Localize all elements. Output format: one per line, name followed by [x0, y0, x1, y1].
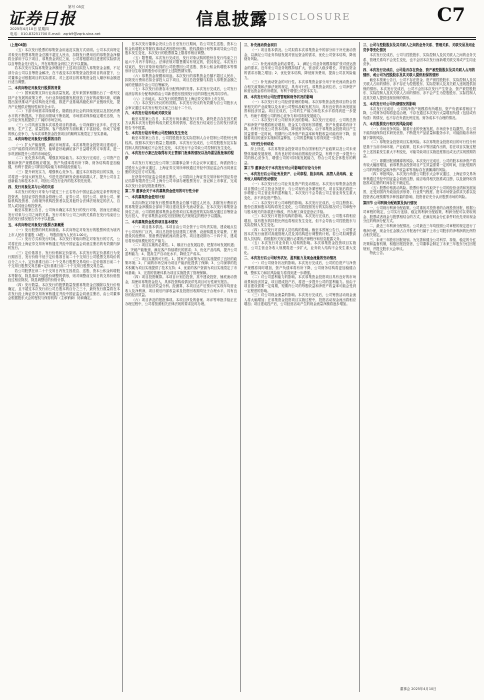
section-title-english: DISCLOSURE — [268, 12, 351, 23]
body-paragraph: 若公司股票在该二十个交易日内发生因派息、送股、资本公积金转增股本等除权、除息事项引起股价调整的情形，则对调整前交易日的交易价格按经过相应除权、除息调整后的价格计算。 — [8, 269, 120, 283]
body-paragraph: 在获得中国证监会同意注册后，公司将向上海证券交易所和中国证券登记结算有限责任公司上海分公司申请办理股票发行、登记和上市事宜，完成本次发行全部呈报批准程序。 — [125, 174, 237, 188]
body-paragraph: （二）优化资本结构，增强抗风险能力。本次发行完成后，公司资产总额和净资产规模将相应增加，资产负债率将有所下降，财务结构将更加稳健，有利于提高公司的抗风险能力和持续经营能力。 — [8, 156, 120, 170]
body-paragraph: 特此公告。 — [369, 251, 387, 256]
section-heading: （上接C6版） — [8, 43, 30, 47]
body-paragraph: 在本次发行董事会决议公告日至发行日期间，若公司发生送股、资本公积金转增股本等除权事项或者因股份回购、股权激励计划等事项导致公司总股本发生变化，本次发行的股票数量上限将作相应调整。 — [125, 42, 237, 56]
section-heading: 四、本次发行对公司经营管理和财务状况的影响 — [244, 94, 314, 99]
body-paragraph: （二）对公司盈利能力的影响。本次募集资金投资项目具有良好的市场前景和经济效益，项目建成投产后，将进一步提升公司的盈利能力。但由于项目建设需要一定周期，短期内公司的每股收益和净资产收益率可能会受到一定程度的影响。 — [244, 275, 356, 293]
body-paragraph: （二）募集资金投资项目实施风险。本次募集资金投资项目的可行性分析是基于当前市场环境、产业政策、技术水平等因素作出的，若在项目实施过程中上述因素发生重大不利变化，可能导致项目实施进度推迟或无法实现预期效益。 — [363, 140, 476, 159]
body-paragraph: 截至本预案公告日，公司不存在资金、资产被控股股东、实际控制人及其关联人占用的情形，亦不存在为控股股东、实际控制人及其关联人违规提供担保的情形。本次发行完成后，公司不会因本次发行产生资金、资产被控股股东、实际控制人及其关联人占用的情形，亦不会产生为控股股东、实际控制人及其关联人提供违规担保的情形。 — [363, 77, 476, 101]
body-paragraph: （四）项目投资概算。本项目计划总投资，其中建设投资，铺底流动资金，拟使用募集资金投入，具体投资构成情况详见项目可行性研究报告。 — [125, 275, 237, 284]
section-heading: 五、本次发行对公司负债情况的影响 — [363, 101, 416, 106]
signoff: 董事会 2025年4月10日 — [400, 687, 437, 691]
body-paragraph: （六）项目涉及的报批事项。本项目涉及的备案、环评等审批手续正在办理过程中，公司将按照相关法律法规的要求及时办理。 — [125, 297, 237, 307]
body-paragraph: （一）项目基本情况。公司拟将本次募集资金中的部分用于补充流动资金，以满足公司业务持续发展对营运资金的需求，优化公司资本结构，降低财务风险。 — [244, 48, 356, 62]
text-column-4 — [363, 42, 476, 692]
body-paragraph: （二）补充流动资金的必要性。1、满足公司业务规模持续扩张对营运资金的需求。近年来公司业务规模持续扩大，营业收入稳步增长，对营运资金的需求亦随之增加；2、优化资本结构，降低财务费用，提高公司抗风险能力。 — [244, 61, 356, 80]
section-heading: 三、补充流动资金项目 — [244, 43, 277, 47]
text-column-3 — [244, 42, 356, 692]
body-paragraph: （一）本次发行后公司业务及资产的变动情况。本次发行募集资金投资项目围绕公司主营业务展开，与公司现有业务紧密相关，项目实施后将进一步增强公司主营业务的盈利能力，本次发行不会导致公司主营业务发生重大变化，亦不涉及资产整合。 — [244, 182, 356, 200]
column-divider — [240, 42, 241, 692]
body-paragraph: （三）本次发行对股东结构的影响。本次发行完成后，公司股本将相应增加，原有股东的持股比例也将相应发生变化，但不会导致公司控股股东与实际控制人发生变化。 — [244, 214, 356, 228]
body-paragraph: （三）公司具备实施本次募投项目的基础。公司深耕行业多年，在技术研发、生产工艺、质量控制、客户资源等方面积累了丰富经验，形成了较强的核心竞争力，为本次募集资金投资项目的顺利实施奠定了坚实基础。 — [8, 122, 120, 136]
section-heading: 六、本次股票发行相关的风险说明 — [363, 121, 413, 126]
issue-number: 第号 05页 — [68, 5, 85, 9]
masthead-contact: 电话：010-83251700 E-mail：zqrb9@zqrb.sina.net — [10, 32, 101, 36]
page-number: C7 — [437, 4, 466, 26]
body-paragraph: 三、未来三年股东回报规划。为完善和健全公司科学、持续、稳定的分红决策和监督机制，积极回报投资者，公司董事会制定了未来三年股东分红回报规划，并提交股东大会审议。 — [363, 237, 476, 251]
body-paragraph: （五）股票价格波动风险。股票价格不仅取决于公司的经营业绩和发展前景，还受到国内外政治经济形势、行业景气程度、资本市场资金供求关系以及投资者心理预期等多种因素的影响，投资者应充分认识股票市场的风险。 — [363, 185, 476, 199]
body-paragraph: （一）项目基本情况。本项目由公司全资子公司负责实施，建设地点位于公司现有厂区内，项目总投资包括建筑工程费、设备购置及安装费、工程建设其他费用、预备费及铺底流动资金等。项目建设期为二十四个月，建成后将形成规模化的生产能力。 — [125, 225, 237, 243]
body-paragraph: （五）本次发行股票的募集资金用途及实施方式说明。公司本次向特定对象发行股票募集资金总额不超过人民币，扣除发行费用后的募集资金净额将全部用于以下项目，募集资金到位之前，公司将根据项目进度的实际情况以自筹资金先行投入，并在募集资金到位之后予以置换。 — [8, 48, 120, 66]
body-paragraph: 截至本预案公告日，本次发行尚未确定发行对象，最终是否存在因关联方认购本次发行股份构成关联交易的情形，将在发行结束后公告的发行情况报告书中披露。 — [125, 116, 237, 130]
section-heading: 五、本次向特定对象发行股票方案概要 — [8, 222, 65, 227]
section-heading: 一、本次发行后公司业务及资产、公司章程、股东结构、高管人员结构、业务收入结构的变动情况 — [244, 172, 353, 182]
body-paragraph: （五）项目经济效益分析。经测算，本项目达产后预计可实现年均营业收入及净利润，项目税后内部收益率及投资回收期均处于合理水平，具有良好的经济效益。 — [125, 284, 237, 298]
section-heading: 二、本次向特定对象发行股票的背景 — [8, 85, 61, 90]
body-paragraph: （七）本次发行前滚存未分配利润的安排。本次发行完成后，公司发行前滚存的未分配利润将由公司新老股东按照发行后的持股比例共同享有。 — [125, 87, 237, 97]
body-paragraph: （九）本次发行决议的有效期。本次发行决议的有效期为自公司股东大会审议通过本次发行相关议案之日起十二个月。 — [125, 101, 237, 110]
section-heading: 二、本次募集资金投资项目基本情况 — [125, 219, 178, 224]
newspaper-logo: 证券日报 — [8, 9, 77, 28]
body-paragraph: （三）补充流动资金的可行性。本次募集资金部分用于补充流动资金符合相关政策和法律法规的规定，具有可行性。募集资金到位后，公司净资产和营运资金将有所增加，有利于增强公司资本实力。 — [244, 80, 356, 94]
body-paragraph: （四）审批风险。本次发行尚需公司股东大会审议通过、上海证券交易所审核通过并经中国证监会同意注册，能否取得相关批准或注册，以及最终取得批准或注册的时间存在不确定性。 — [363, 172, 476, 186]
section-heading: 二、本次发行后公司财务状况、盈利能力及现金流量的变动情况 — [244, 256, 337, 261]
body-paragraph: （二）发行方式和发行时间。本次发行采取向特定对象发行的方式，公司将在经上海证券交易所审核通过并经中国证监会同意注册后的有效期内择机发行。 — [8, 237, 120, 251]
column-divider — [359, 42, 360, 692]
body-paragraph: 一、公司现行利润分配政策。公司重视对投资者的合理投资回报，根据公司章程的规定，公司实行连续、稳定的利润分配政策，利润分配可以采取现金、股票或者现金与股票相结合的方式，在满足现金分红条件时优先采用现金分红的利润分配方式。 — [363, 205, 476, 224]
body-paragraph: 截至本预案公告日，公司控股股东及实际控制人合计控制公司股份比例较高。按照本次发行数量上限测算，本次发行完成后，公司控股股东及实际控制人的控制地位不会发生变化，本次发行不会导致公司控制权发生变化。 — [125, 136, 237, 150]
body-paragraph: （二）本次发行对公司章程的影响。本次发行完成后，公司注册资本、股份总数和股本结构将发生变化，公司将按照发行的实际情况对公司章程中与股本相关的条款进行修改，并办理工商变更登记手续。 — [244, 200, 356, 214]
body-paragraph: 截至本预案公告日，公司尚未确定本次发行的发行对象，因而无法确定发行对象与公司之间的关系。发行对象与公司之间的关系将在发行结束后公告的发行情况报告书中予以披露。 — [8, 208, 120, 222]
body-paragraph: （二）下游市场需求持续增长。随着经济社会的持续发展以及居民消费水平的不断提高，下游应用领域不断拓展，市场需求保持稳定增长态势，为公司业务发展提供了广阔的市场空间。 — [8, 109, 120, 123]
body-paragraph: （二）项目实施的必要性。1、顺应行业发展趋势，把握市场发展机遇；2、突破产能瓶颈，满足客户持续增长的需求；3、优化产品结构，提升公司盈利能力；4、提高生产自动化水平，降低生产成本。 — [125, 243, 237, 257]
body-paragraph: （五）限售期。本次发行完成后，发行对象认购的股份自发行结束之日起六个月内不得转让。法律法规对限售期另有规定的，依其规定。本次发行结束后，发行对象所取得的公司股票因公司送股、资本公积金转增股本等情形所衍生取得的股份亦应遵守上述限售期安排。 — [125, 55, 237, 74]
body-paragraph: （三）对公司现金流量的影响。本次发行完成后，公司筹资活动现金流入将大幅增加；在募集资金投资项目实施过程中，投资活动现金流出将相应增加；项目建成投产后，公司经营活动产生的现金流量净额将逐步增加。 — [244, 293, 356, 307]
body-paragraph: （四）发行数量。本次发行的股票数量按照募集资金总额除以发行价格确定，且不超过本次发行前公司总股本的百分之三十，最终发行数量将在本次发行经上海证券交易所审核通过并经中国证监会同意注册后，由公司董事会根据股东大会的授权与保荐机构（主承销商）协商确定。 — [8, 282, 120, 301]
body-paragraph: （一）发行股票的种类和面值。本次向特定对象发行的股票种类为境内上市人民币普通股（A股），每股面值为人民币1.00元。 — [8, 228, 120, 237]
text-column-2 — [125, 42, 237, 692]
masthead-date: 2025年4月10日 星期四 — [10, 27, 49, 31]
column-divider — [122, 42, 123, 692]
section-heading: 八、本次发行方案已经取得有关主管部门批准的情况以及尚需呈报批准的程序 — [125, 151, 234, 160]
body-paragraph: （一）对公司财务状况的影响。本次发行完成后，公司的总资产与净资产规模将同时增加，资产负债率将有所下降，公司财务结构将更加稳健合理，整体实力和抗风险能力将得到进一步增强。 — [244, 261, 356, 275]
section-title: 信息披露 — [196, 10, 268, 30]
body-paragraph: （四）本次发行对高管人员结构的影响。截至本预案公告日，公司暂无因本次发行而需对高级管理人员及其结构进行调整的计划。若公司拟调整高管人员结构，将根据有关规定履行必要的法律程序和信息披露义务。 — [244, 227, 356, 241]
body-paragraph: 综上所述，本次募集资金投资项目符合国家相关产业政策以及公司未来整体战略发展规划，具有良好的市场前景和经济效益，有利于进一步提升公司的核心竞争力，增强公司的可持续发展能力，符合公司及全体股东的利益。 — [244, 147, 356, 165]
body-paragraph: 本次发行完成后，公司的净资产规模将有所增加，资产负债率将相应下降，公司财务结构将更趋合理，不存在通过本次发行大量增加负债（包括或有负债）的情况，也不存在负债比例过低、财务成本不合理的情况。 — [363, 106, 476, 120]
body-paragraph: （三）即期回报被摊薄的风险。本次发行完成后，公司的股本和净资产将有较大幅度增加，而募集资金投资项目产生效益需要一定的时间，因此短期内公司的每股收益和净资产收益率等指标存在被摊薄的风险。 — [363, 158, 476, 172]
body-paragraph: 本次发行方案已经公司第三届董事会第十次会议审议通过，尚需获得公司股东大会审议通过、上海证券交易所审核通过并经中国证监会作出同意注册的决定后方可实施。 — [125, 161, 237, 175]
body-paragraph: 若本次发行实际募集资金净额低于上述项目拟投入募集资金金额，不足部分由公司以自筹资金解决，在不改变本次募集资金投资项目的前提下，公司董事会可根据项目的实际需求，对上述项目的募集资金投入顺序和金额进行适当调整。 — [8, 66, 120, 85]
body-paragraph: （二）本次发行对公司财务状况的影响。本次发行完成后，公司的总资产和净资产规模将相应增加，资金实力得到有效增强，资产负债率将有所下降，有利于优化公司资本结构，降低财务风险。由于募集资金投资项目产生效益需要一定时间，短期内公司净资产收益率和每股收益可能有所下降，但随着项目的逐步实施和效益释放，公司的盈利能力将得到进一步提升。 — [244, 118, 356, 141]
body-paragraph: （一）扩大产能规模，满足市场需求。本次募集资金投资项目建成后，公司产能将得到有效提升，能够更好地满足客户日益增长的订单需求，进一步巩固和提升公司的市场地位。 — [8, 142, 120, 156]
body-paragraph: 二、最近三年利润分配情况。公司最近三年均按照公司章程的规定进行了利润分配，现金分红金额占合并报表中归属于上市公司股东的净利润的比例符合相关规定。 — [363, 224, 476, 238]
body-paragraph: （一）国家政策支持行业高质量发展。近年来国家相继出台了一系列支持产业发展的政策文件，为行业持续健康发展创造了良好的政策环境，明确提出加快推动产业结构优化升级，推进产业基础高级化和产业链现代化，提升产业链供应链韧性和安全水平。 — [8, 90, 120, 109]
text-column-1 — [8, 42, 120, 692]
body-paragraph: 本次发行的发行对象为不超过三十五名符合中国证监会规定条件的特定投资者，包括证券投资基金管理公司、证券公司、信托公司、财务公司、保险机构投资者、合格境外机构投资者以及其他符合法律法规规定的法人、自然人或其他合格投资者。 — [8, 189, 120, 208]
section-heading: 第二节 董事会关于本次募集资金使用的可行性分析 — [125, 189, 199, 194]
section-heading: 第四节 公司利润分配政策及执行情况 — [363, 200, 417, 205]
masthead — [0, 0, 484, 40]
body-paragraph: （三）定价基准日、发行价格和定价原则。本次发行的定价基准日为发行期首日，发行价格不低于定价基准日前二十个交易日公司股票交易均价的百分之八十。定价基准日前二十个交易日股票交易均价＝定价基准日前二十个交易日股票交易总额÷定价基准日前二十个交易日股票交易总量。 — [8, 250, 120, 269]
body-paragraph: 本次发行完成后，公司与控股股东、实际控制人及其关联人之间的业务关系、管理关系均不会发生变化，也不会因本次发行而新增关联交易或产生同业竞争。 — [363, 53, 476, 67]
body-paragraph: （一）市场竞争风险。随着行业的快速发展，市场竞争日趋激烈，若公司不能持续保持技术研发优势、不断提升产品质量和服务水平，可能面临市场份额下降的风险。 — [363, 126, 476, 140]
section-heading: 四、本次发行完成后，公司是否存在资金、资产被控股股东及其关联人占用的情形，或公司为控股股东及其关联人提供担保的情形 — [363, 67, 476, 77]
section-heading: 三、公司与控股股东及其关联人之间的业务关系、管理关系、关联交易及同业竞争等变化情况 — [363, 43, 476, 52]
body-paragraph: （三）项目实施的可行性。1、国家产业政策为项目实施提供了良好的政策环境；2、广阔的市场空间为项目产能消化提供了保障；3、公司深厚的技术积累为项目实施提供了技术支持；4、优质的客户资源为项目实施奠定了市场基础；5、完善的管理体系为项目实施提供了管理保障。 — [125, 256, 237, 275]
section-heading: 三、本次向特定对象发行股票的目的 — [8, 137, 61, 142]
body-paragraph: 本次向特定对象发行股票募集资金总额不超过人民币，扣除发行费用后的募集资金净额拟全部用于项目建设及补充流动资金。在本次发行募集资金到位之前，公司将根据募集资金投资项目实施进度的实际情况通过自筹资金先行投入，并在募集资金到位后按照相关法规规定的程序予以置换。 — [125, 200, 237, 219]
body-paragraph: （一）本次发行对公司经营管理的影响。本次募集资金投资项目符合国家相关的产业政策以及未来公司整体战略发展方向，具有良好的市场发展前景和经济效益。项目完成后，公司的生产能力和技术水平将得到进一步提升，有助于增强公司的核心竞争力和可持续发展能力。 — [244, 100, 356, 118]
section-heading: 第三节 董事会关于本次发行对公司影响的讨论与分析 — [244, 166, 321, 171]
section-heading: 一、本次募集资金使用计划 — [125, 195, 165, 200]
masthead-rule-thin — [8, 39, 476, 40]
section-heading: 六、本次发行是否构成关联交易 — [125, 111, 172, 116]
section-heading: 七、本次发行是否导致公司控制权发生变化 — [125, 131, 188, 136]
section-heading: 五、可行性分析结论 — [244, 141, 274, 146]
masthead-rule — [8, 37, 476, 38]
section-heading: 四、发行对象及其与公司的关系 — [8, 184, 55, 189]
body-paragraph: （八）上市地点。本次发行的股票将在上海证券交易所上市交易。 — [131, 96, 228, 101]
body-paragraph: （六）募集资金规模和用途。本次发行的募集资金总额不超过人民币，扣除发行费用后拟全部投入以下项目，项目总投资额与拟投入募集资金额之间的差额部分由公司自筹解决。 — [125, 73, 237, 87]
body-paragraph: （五）本次发行对业务收入结构的影响。本次募集资金投资项目实施后，公司主营业务收入规模将进一步扩大，业务收入结构不会发生重大变化。 — [244, 241, 356, 255]
body-paragraph: （三）提升研发实力，增强核心竞争力。通过本次募投项目的实施，公司将进一步加大研发投入，引进先进的研发设备和高端人才，提升公司自主创新能力和技术水平，巩固公司在行业内的技术领先优势。 — [8, 170, 120, 184]
